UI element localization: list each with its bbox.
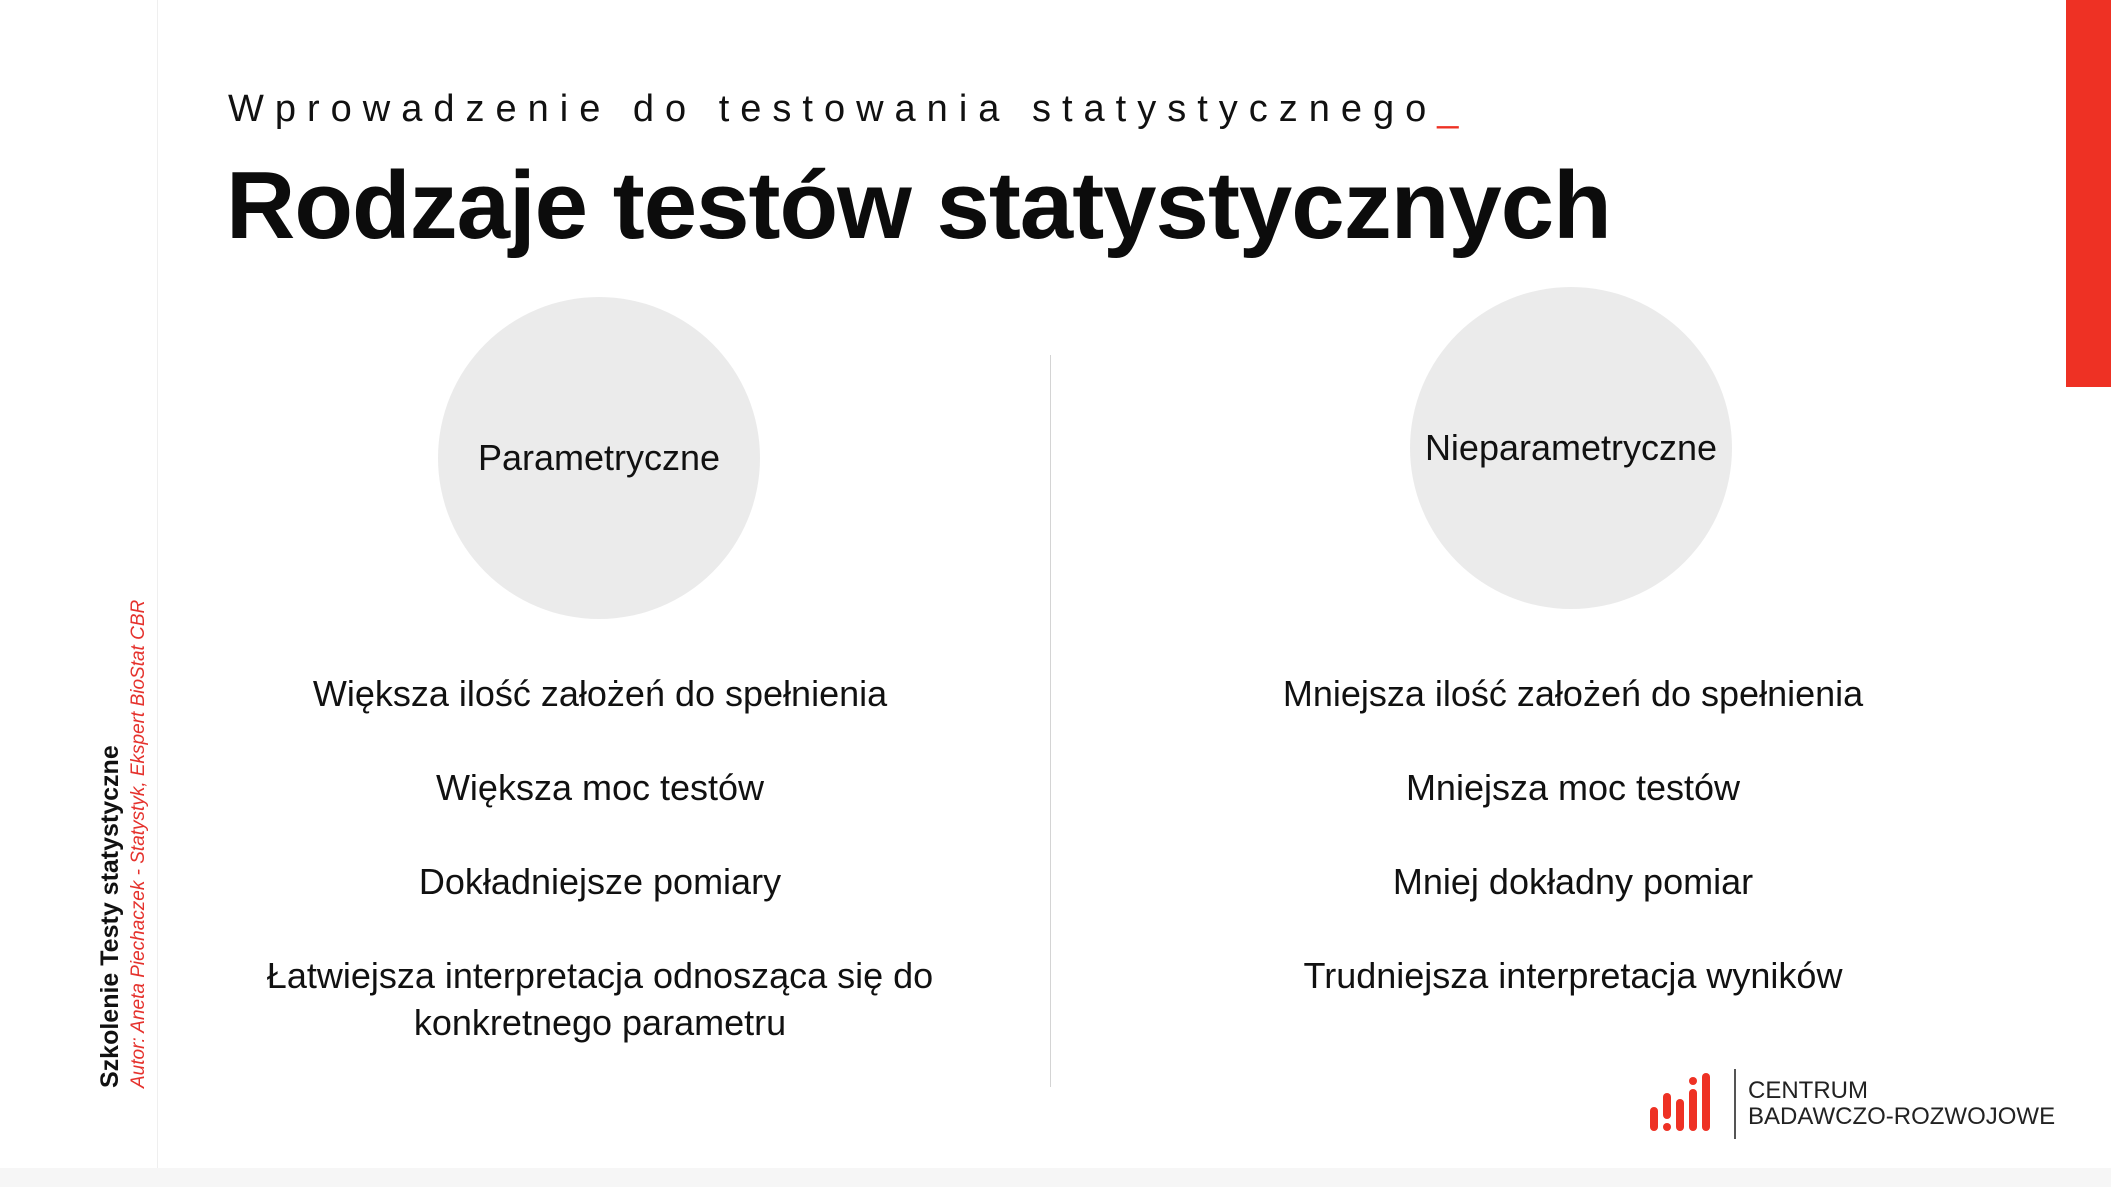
- nonparametric-point: Mniejsza moc testów: [1405, 767, 1741, 808]
- logo-line-1: CENTRUM: [1748, 1077, 1868, 1104]
- parametric-points: [210, 670, 990, 1093]
- nonparametric-points: [1183, 670, 1963, 1046]
- nonparametric-point: Mniejsza ilość założeń do spełnienia: [1282, 673, 1864, 714]
- parametric-point: Dokładniejsze pomiary: [418, 861, 782, 902]
- course-title: Szkolenie Testy statystyczne: [96, 745, 124, 1088]
- author-line: Autor: Aneta Piechaczek - Statystyk, Ekspert BioStat CBR: [128, 599, 149, 1088]
- cbr-logo-icon: [1648, 1069, 1712, 1137]
- logo-separator: [1734, 1069, 1736, 1139]
- sidebar-vertical-text: [94, 488, 152, 1088]
- subtitle-cursor: _: [1437, 88, 1459, 130]
- accent-bar: [2066, 0, 2111, 387]
- nonparametric-point: Mniej dokładny pomiar: [1392, 861, 1754, 902]
- parametric-circle: [438, 297, 760, 619]
- side-panel: [0, 0, 158, 1168]
- nonparametric-heading: Nieparametryczne: [1424, 427, 1718, 468]
- nonparametric-point: Trudniejsza interpretacja wyników: [1303, 955, 1843, 996]
- logo-line-2: BADAWCZO-ROZWOJOWE: [1748, 1103, 2056, 1130]
- parametric-point: Większa ilość założeń do spełnienia: [312, 673, 888, 714]
- cbr-logo: [1648, 1064, 2056, 1144]
- logo-text: [1748, 1078, 2055, 1130]
- parametric-point: Łatwiejsza interpretacja odnosząca się do konkretnego parametru: [266, 955, 934, 1043]
- subtitle-text: Wprowadzenie do testowania statystycznego: [228, 88, 1438, 130]
- page-title: Rodzaje testów statystycznych: [226, 152, 1611, 259]
- section-subtitle: [228, 86, 1458, 132]
- parametric-heading: Parametryczne: [477, 437, 721, 478]
- nonparametric-circle: [1410, 287, 1732, 609]
- column-divider: [1050, 355, 1051, 1087]
- parametric-point: Większa moc testów: [435, 767, 765, 808]
